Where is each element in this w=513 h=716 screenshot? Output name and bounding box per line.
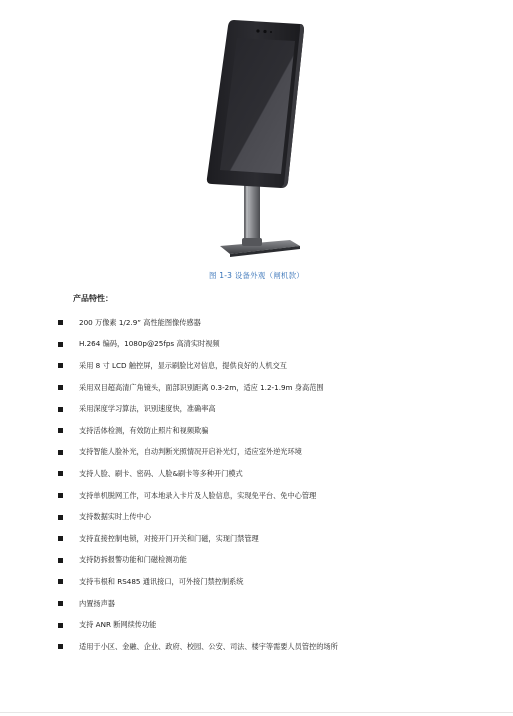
- list-item: [58, 355, 498, 377]
- list-item: [58, 377, 498, 399]
- list-item: [58, 550, 498, 572]
- square-bullet-icon: [58, 558, 63, 563]
- square-bullet-icon: [58, 601, 63, 606]
- feature-text: 支持韦根和 RS485 通讯接口，可外接门禁控制系统: [79, 576, 244, 586]
- feature-text: 内置扬声器: [79, 598, 115, 608]
- list-item: [58, 571, 498, 593]
- square-bullet-icon: [58, 450, 63, 455]
- square-bullet-icon: [58, 579, 63, 584]
- list-item: [58, 442, 498, 464]
- feature-text: 支持防拆报警功能和门磁检测功能: [79, 555, 187, 565]
- feature-text: 支持人脸、刷卡、密码、人脸&刷卡等多种开门模式: [79, 468, 243, 478]
- feature-text: 支持单机脱网工作，可本地录入卡片及人脸信息，实现免平台、免中心管理: [79, 490, 317, 500]
- list-item: [58, 614, 498, 636]
- feature-text: H.264 编码，1080p@25fps 高清实时视频: [79, 339, 220, 349]
- square-bullet-icon: [58, 644, 63, 649]
- feature-text: 支持数据实时上传中心: [79, 512, 151, 522]
- square-bullet-icon: [58, 363, 63, 368]
- device-image: [180, 14, 330, 264]
- list-item: [58, 528, 498, 550]
- feature-text: 适用于小区、金融、企业、政府、校园、公安、司法、楼宇等需要人员管控的场所: [79, 641, 338, 651]
- feature-text: 支持活体检测，有效防止照片和视频欺骗: [79, 425, 209, 435]
- figure-caption: 图 1-3 设备外观（闸机款）: [208, 271, 305, 280]
- square-bullet-icon: [58, 407, 63, 412]
- square-bullet-icon: [58, 515, 63, 520]
- list-item: [58, 636, 498, 658]
- list-item: [58, 506, 498, 528]
- square-bullet-icon: [58, 493, 63, 498]
- face-recognition-terminal-icon: [180, 14, 330, 264]
- feature-text: 200 万像素 1/2.9” 高性能图像传感器: [79, 317, 201, 327]
- square-bullet-icon: [58, 385, 63, 390]
- list-item: [58, 334, 498, 356]
- square-bullet-icon: [58, 428, 63, 433]
- square-bullet-icon: [58, 623, 63, 628]
- feature-list: [58, 312, 498, 658]
- feature-text: 支持 ANR 断网续传功能: [79, 620, 157, 630]
- feature-text: 支持智能人脸补光，自动判断光照情况开启补光灯，适应室外逆光环境: [79, 447, 302, 457]
- list-item: [58, 593, 498, 615]
- feature-text: 支持直接控制电锁，对接开门开关和门磁，实现门禁管理: [79, 533, 259, 543]
- feature-text: 采用 8 寸 LCD 触控屏，显示刷脸比对信息，提供良好的人机交互: [79, 360, 287, 370]
- square-bullet-icon: [58, 342, 63, 347]
- square-bullet-icon: [58, 536, 63, 541]
- feature-text: 采用深度学习算法，识别速度快，准确率高: [79, 404, 216, 414]
- list-item: [58, 312, 498, 334]
- list-item: [58, 485, 498, 507]
- list-item: [58, 420, 498, 442]
- page-divider: [0, 712, 513, 713]
- list-item: [58, 463, 498, 485]
- feature-text: 采用双目超高清广角镜头，面部识别距离 0.3-2m，适应 1.2-1.9m 身高范围: [79, 382, 324, 392]
- square-bullet-icon: [58, 320, 63, 325]
- section-title: 产品特性：: [73, 294, 113, 303]
- list-item: [58, 398, 498, 420]
- square-bullet-icon: [58, 471, 63, 476]
